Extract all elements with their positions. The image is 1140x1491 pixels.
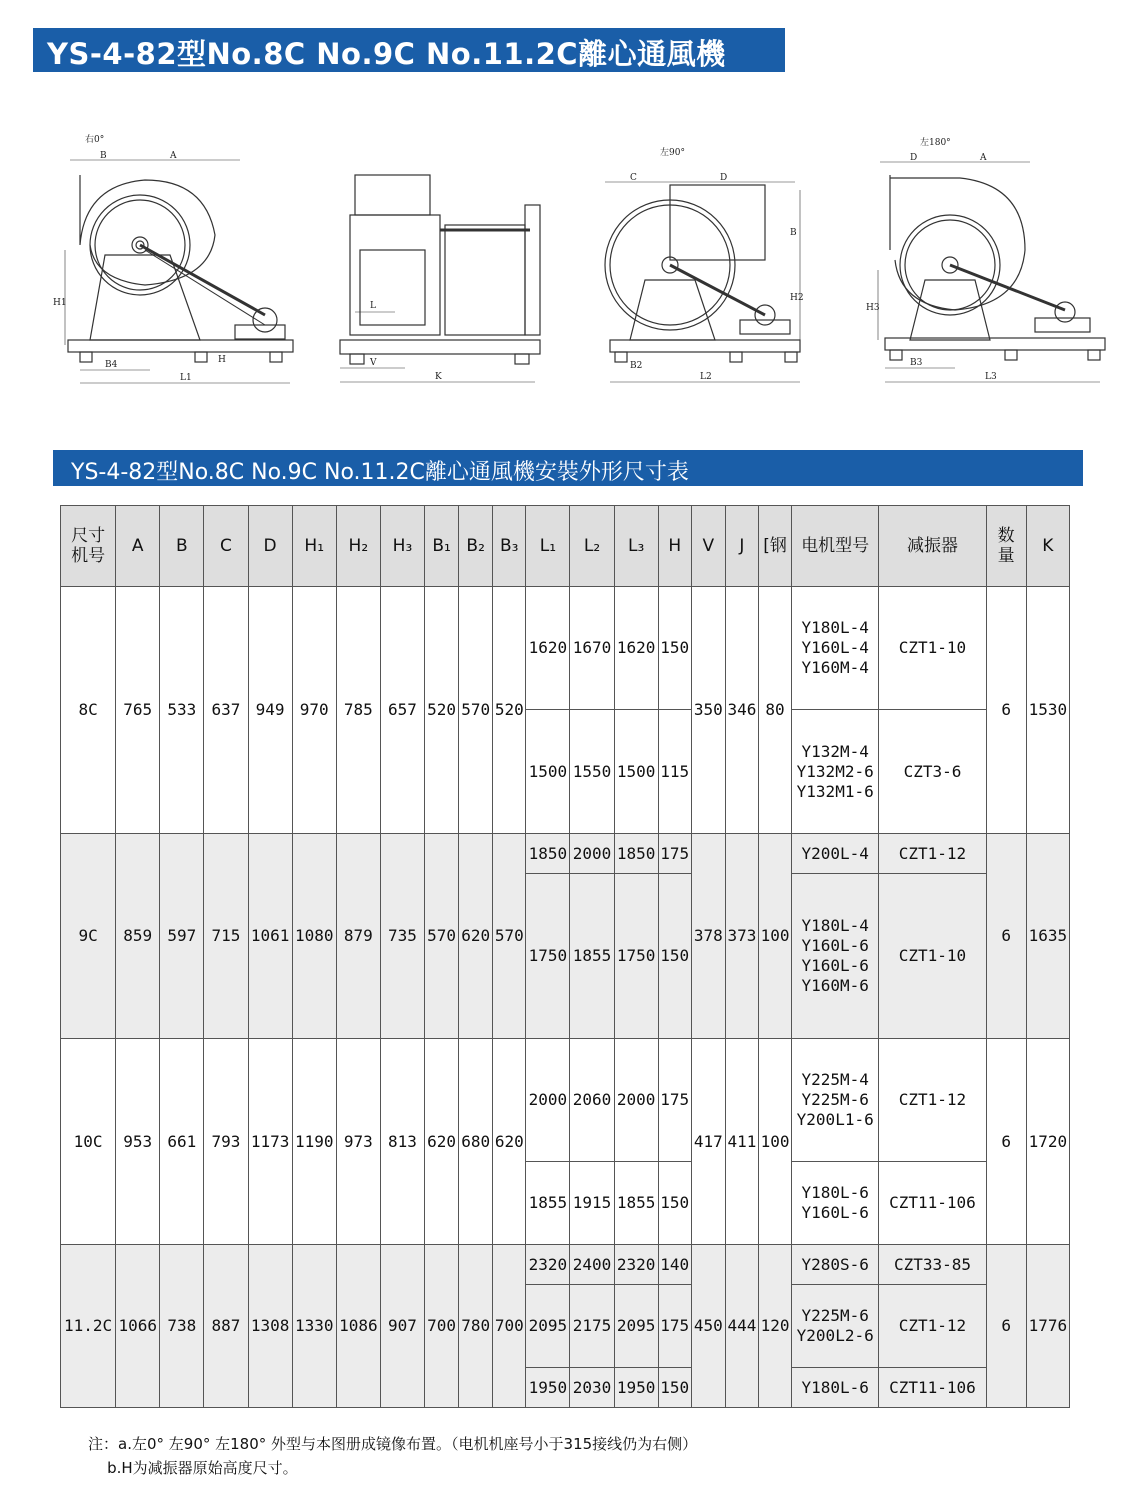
- svg-text:左180°: 左180°: [920, 138, 951, 148]
- svg-text:L1: L1: [180, 373, 192, 383]
- svg-text:B4: B4: [105, 360, 118, 370]
- table-title: YS-4-82型No.8C No.9C No.11.2C離心通風機安裝外形尺寸表: [71, 460, 689, 485]
- svg-text:B: B: [790, 228, 797, 238]
- svg-text:B3: B3: [910, 358, 923, 368]
- fan-drawing-left-180: [860, 130, 1110, 390]
- svg-text:H: H: [218, 355, 226, 365]
- note-b: b.H为减振器原始高度尺寸。: [88, 1459, 298, 1477]
- svg-text:L2: L2: [700, 372, 712, 382]
- svg-text:A: A: [170, 151, 177, 161]
- table-title-banner: [53, 450, 1083, 486]
- svg-text:左90°: 左90°: [660, 148, 685, 158]
- table-row: 1855 1915 1855 150 Y180L-6 Y160L-6 CZT11-106: [61, 1162, 1070, 1245]
- fan-drawing-right-0: [50, 130, 300, 390]
- table-row: 11.2C 1066 738 887 1308 1330 1086 907 700 780 700 2320 2400 2320 140 450 444 120 Y280S-6 CZT33-85 6 1776: [61, 1245, 1070, 1285]
- svg-text:L3: L3: [985, 372, 997, 382]
- table-header-row: 尺寸 机号 A B C D H₁ H₂ H₃ B₁ B₂ B₃ L₁ L₂ L₃ H V J [钢 电机型号 减振器 数 量 K: [61, 506, 1070, 587]
- svg-text:A: A: [980, 153, 987, 163]
- table-row: 1950 2030 1950 150 Y180L-6 CZT11-106: [61, 1368, 1070, 1408]
- qty-header: 数 量: [986, 506, 1026, 587]
- note-a: 注：a.左0° 左90° 左180° 外型与本图册成镜像布置。（电机机座号小于315接线仍为右侧）: [88, 1435, 698, 1453]
- svg-text:K: K: [435, 372, 442, 382]
- table-row: 1500 1550 1500 115 Y132M-4 Y132M2-6 Y132M1-6 CZT3-6: [61, 710, 1070, 834]
- angle-label: 右0°: [85, 135, 105, 145]
- fan-drawing-side: [335, 130, 555, 390]
- svg-text:H1: H1: [53, 298, 67, 308]
- table-row: 1750 1855 1750 150 Y180L-4 Y160L-6 Y160L-6 Y160M-6 CZT1-10: [61, 874, 1070, 1039]
- svg-text:V: V: [370, 358, 377, 368]
- corner-header: 尺寸 机号: [61, 506, 116, 587]
- svg-text:D: D: [720, 173, 728, 183]
- svg-text:B2: B2: [630, 361, 643, 371]
- page-title: YS-4-82型No.8C No.9C No.11.2C離心通風機: [47, 37, 726, 71]
- svg-text:D: D: [910, 153, 918, 163]
- fan-drawing-left-90: [600, 130, 820, 390]
- svg-text:H2: H2: [790, 293, 804, 303]
- table-row: 2095 2175 2095 175 Y225M-6 Y200L2-6 CZT1-12: [61, 1285, 1070, 1368]
- svg-text:H3: H3: [866, 303, 880, 313]
- table-row: 9C 859 597 715 1061 1080 879 735 570 620 570 1850 2000 1850 175 378 373 100 Y200L-4 CZT1-12 6 1635: [61, 834, 1070, 874]
- dimension-table: [60, 505, 1070, 1408]
- svg-text:B: B: [100, 151, 107, 161]
- table-row: 8C 765 533 637 949 970 785 657 520 570 520 1620 1670 1620 150 350 346 80 Y180L-4 Y160L-4 Y160M-4 CZT1-10 6 1530: [61, 587, 1070, 710]
- footnotes: [88, 1432, 697, 1480]
- title-banner: [33, 28, 785, 72]
- svg-text:L: L: [370, 301, 376, 311]
- table-row: 10C 953 661 793 1173 1190 973 813 620 680 620 2000 2060 2000 175 417 411 100 Y225M-4 Y225M-6 Y200L1-6 CZT1-12 6 1720: [61, 1039, 1070, 1162]
- svg-text:C: C: [630, 173, 637, 183]
